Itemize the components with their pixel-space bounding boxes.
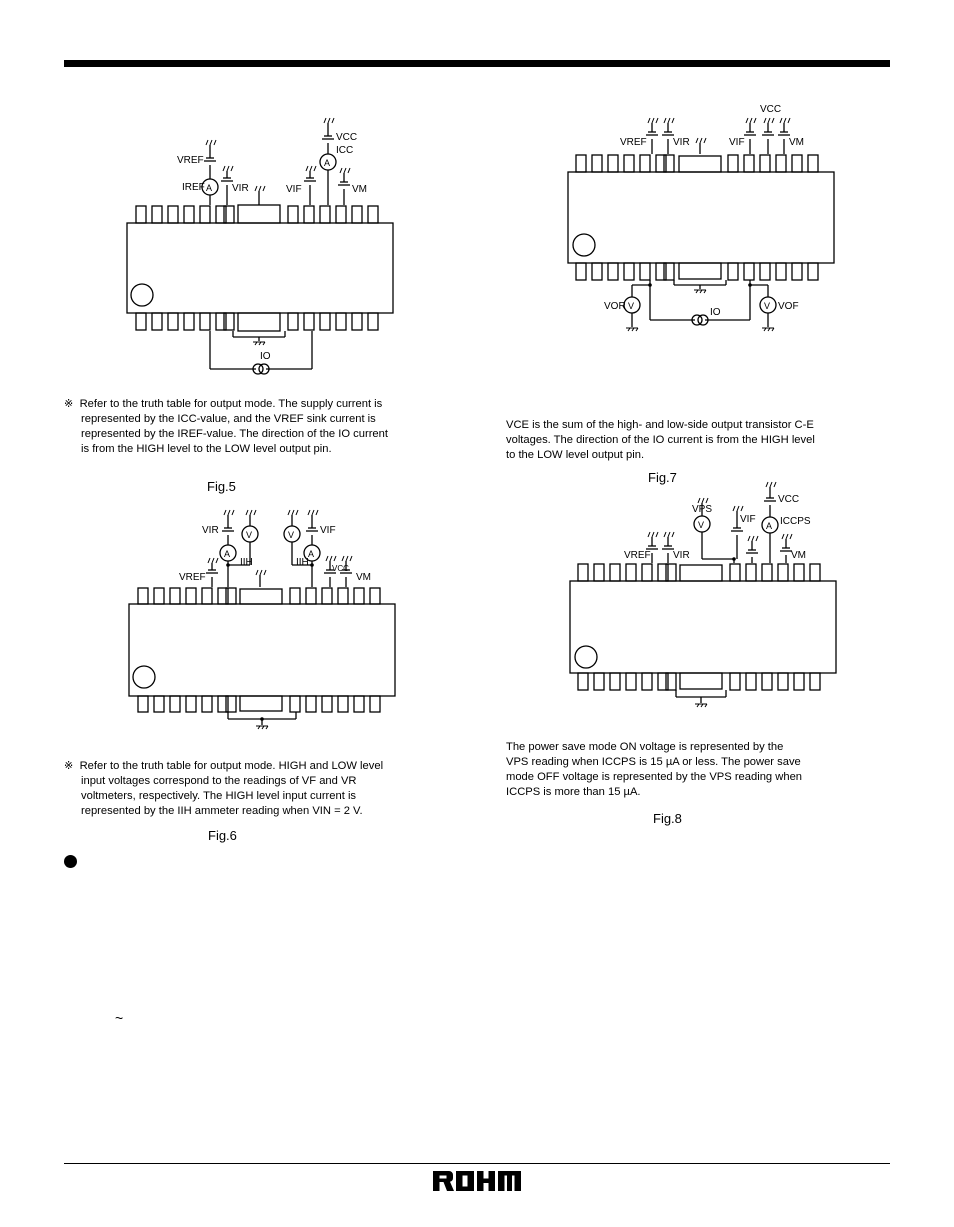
fig8-vps-label: VPS <box>692 504 713 515</box>
fig8-iccps-label: ICCPS <box>780 516 811 527</box>
fig6-left-ammeter: A <box>224 549 231 559</box>
fig5-top-pins <box>136 206 378 223</box>
fig5-iref-ammeter: A <box>206 183 213 193</box>
fig6-left-voltmeter: V <box>246 530 253 540</box>
fig6-ic-body <box>129 604 395 696</box>
header-bar <box>64 60 890 67</box>
fig7-circuit <box>562 95 852 345</box>
fig8-caption: Fig.8 <box>653 811 682 826</box>
fig6-right-voltmeter: V <box>288 530 295 540</box>
fig6-vcc-label: VCC <box>332 564 349 573</box>
fig5-pin1-mark <box>131 284 153 306</box>
section-bullet <box>64 855 77 868</box>
fig7-vcc-label: VCC <box>760 104 782 115</box>
fig5-bottom-pins <box>136 313 378 330</box>
fig8-circuit <box>562 475 852 720</box>
fig6-right-ammeter: A <box>308 549 315 559</box>
fig7-note <box>506 418 816 463</box>
fig7-vor-label: VOR <box>604 301 626 312</box>
fig5-note-mark: ※ <box>64 398 74 410</box>
fig6-note <box>64 759 394 819</box>
fig7-bottom-pins <box>576 263 818 280</box>
fig7-vif-label: VIF <box>729 137 745 148</box>
fig5-caption: Fig.5 <box>207 479 236 494</box>
fig6-vir-label: VIR <box>202 525 219 536</box>
fig5-icc-ammeter: A <box>324 158 331 168</box>
fig7-diagram <box>562 95 852 345</box>
fig5-io-label: IO <box>260 351 271 362</box>
tilde-mark: ~ <box>115 1010 124 1026</box>
fig8-iccps-ammeter: A <box>766 521 773 531</box>
footer-rule <box>64 1163 890 1164</box>
fig7-top-pins <box>576 155 818 172</box>
fig6-caption: Fig.6 <box>208 828 237 843</box>
fig7-vref-label: VREF <box>620 137 647 148</box>
fig7-caption: Fig.7 <box>648 470 677 485</box>
fig6-pin1-mark <box>133 666 155 688</box>
fig6-note-mark: ※ <box>64 760 74 772</box>
fig5-note <box>64 397 394 457</box>
fig8-vcc-label: VCC <box>778 494 800 505</box>
fig6-note-text: Refer to the truth table for output mode. HIGH and LOW level input voltages correspond to the readings of VF and VR voltmeters, respectively. The HIGH level input current is represented by the IIH ammeter reading when VIN = 2 V. <box>79 760 384 817</box>
fig5-vref-label: VREF <box>177 155 204 166</box>
fig5-vcc-label: VCC <box>336 132 358 143</box>
fig8-pin1-mark <box>575 646 597 668</box>
fig8-note-text: The power save mode ON voltage is represented by the VPS reading when ICCPS is 15 µA or less. The power save mode OFF voltage is represented by the VPS reading when ICCPS is more than 15 µA. <box>506 741 803 798</box>
fig6-vm-label: VM <box>356 572 371 583</box>
fig5-iref-label: IREF <box>182 182 205 193</box>
fig7-vof-voltmeter: V <box>764 301 771 311</box>
rohm-logo-mark <box>433 1170 521 1192</box>
fig5-circuit <box>120 105 410 385</box>
fig7-vir-label: VIR <box>673 137 690 148</box>
fig6-iih-right-label: IIH <box>296 557 309 568</box>
fig6-vif-label: VIF <box>320 525 336 536</box>
fig6-vref-label: VREF <box>179 572 206 583</box>
fig8-vm-label: VM <box>791 550 806 561</box>
fig5-vif-label: VIF <box>286 184 302 195</box>
fig8-vref-label: VREF <box>624 550 651 561</box>
fig5-diagram <box>120 105 410 385</box>
fig8-vir-label: VIR <box>673 550 690 561</box>
fig7-pin1-mark <box>573 234 595 256</box>
fig8-note <box>506 740 806 800</box>
fig8-vif-label: VIF <box>740 514 756 525</box>
fig7-note-text: VCE is the sum of the high- and low-side output transistor C-E voltages. The direction of the IO current is from the HIGH level to the LOW level output pin. <box>506 419 815 461</box>
fig6-bottom-pins <box>138 696 380 712</box>
fig7-vm-label: VM <box>789 137 804 148</box>
fig6-iih-left-label: IIH <box>240 557 253 568</box>
fig7-ic-body <box>568 172 834 263</box>
fig6-top-pins <box>138 588 380 604</box>
fig6-circuit <box>120 505 410 740</box>
fig5-vir-label: VIR <box>232 183 249 194</box>
fig8-top-pins <box>578 564 820 581</box>
rohm-logo <box>433 1170 521 1192</box>
fig7-vor-voltmeter: V <box>628 301 635 311</box>
fig6-diagram <box>120 505 410 740</box>
fig7-vof-label: VOF <box>778 301 799 312</box>
fig7-io-label: IO <box>710 307 721 318</box>
fig5-icc-label: ICC <box>336 145 354 156</box>
fig8-bottom-pins <box>578 673 820 690</box>
fig8-ic-body <box>570 581 836 673</box>
fig8-diagram <box>562 475 852 720</box>
fig8-vps-voltmeter: V <box>698 520 705 530</box>
fig5-ic-body <box>127 223 393 313</box>
fig5-vm-label: VM <box>352 184 367 195</box>
fig5-note-text: Refer to the truth table for output mode. The supply current is represented by the ICC-value, and the VREF sink current is represented by the IREF-value. The direction of the IO current is from the HIGH level to the LOW level output pin. <box>79 398 388 455</box>
